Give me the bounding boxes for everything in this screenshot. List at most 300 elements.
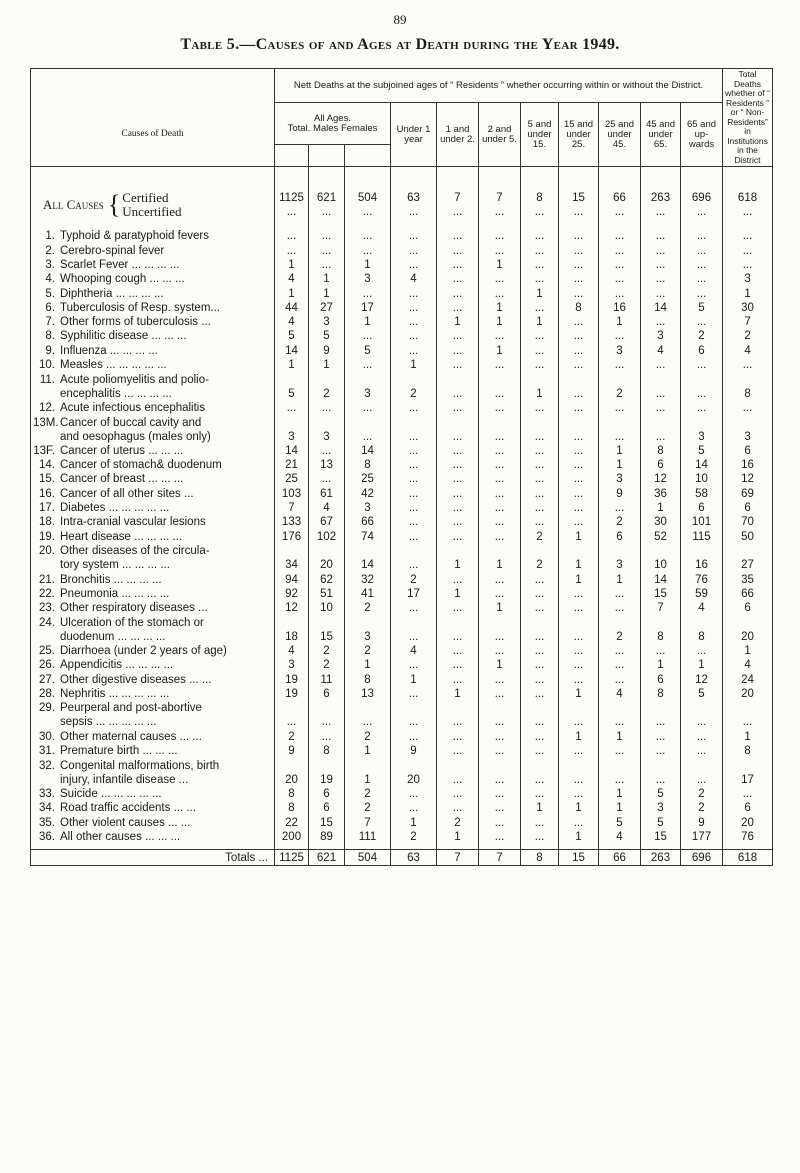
cause-value: ... xyxy=(681,744,723,758)
cause-number: 15. xyxy=(39,473,55,486)
cause-value: 3 xyxy=(309,415,345,444)
cause-value: 5 xyxy=(681,687,723,701)
cause-value: ... xyxy=(599,401,641,415)
cause-value: 10 xyxy=(309,601,345,615)
cause-value: ... xyxy=(479,501,521,515)
cause-value: 1 xyxy=(599,315,641,329)
cause-value: 10 xyxy=(641,544,681,573)
cause-value: 32 xyxy=(345,572,391,586)
cause-value: ... xyxy=(437,343,479,357)
cause-value: ... xyxy=(437,601,479,615)
cause-value: 1 xyxy=(479,601,521,615)
cause-value: ... xyxy=(521,458,559,472)
cause-value: 8 xyxy=(723,744,773,758)
cause-cell xyxy=(31,658,275,672)
cause-value: ... xyxy=(437,472,479,486)
cause-number: 3. xyxy=(45,258,55,271)
cause-label: Nephritis ... ... ... ... ... xyxy=(60,687,170,700)
cause-value: 1 xyxy=(599,572,641,586)
cause-value: ... xyxy=(723,229,773,243)
cause-row xyxy=(31,544,773,573)
uncertified-value: ... xyxy=(275,205,309,219)
cause-value: ... xyxy=(309,258,345,272)
cause-value: 16 xyxy=(723,458,773,472)
cause-row xyxy=(31,587,773,601)
deaths-table xyxy=(30,68,773,866)
cause-cell xyxy=(31,672,275,686)
cause-value: 2 xyxy=(599,615,641,644)
cause-value: ... xyxy=(681,701,723,730)
cause-value: 7 xyxy=(723,315,773,329)
cause-label: Cancer of stomach& duodenum xyxy=(60,459,222,472)
causes-heading: Causes of Death xyxy=(31,103,275,167)
cause-value: 19 xyxy=(275,672,309,686)
cause-row xyxy=(31,315,773,329)
cause-number: 18. xyxy=(39,516,55,529)
cause-number: 12. xyxy=(39,401,55,414)
cause-value: ... xyxy=(559,658,599,672)
cause-number: 13F. xyxy=(33,444,55,457)
cause-value: 1 xyxy=(559,687,599,701)
cause-value: 30 xyxy=(641,515,681,529)
cause-value: 6 xyxy=(641,672,681,686)
cause-value: 15 xyxy=(309,615,345,644)
cause-value: 1 xyxy=(479,301,521,315)
cause-value: 1 xyxy=(723,286,773,300)
cause-number: 10. xyxy=(39,359,55,372)
cause-cell xyxy=(31,501,275,515)
all-ages-heading xyxy=(275,103,391,145)
cause-value: 42 xyxy=(345,486,391,500)
cause-row xyxy=(31,301,773,315)
cause-value: ... xyxy=(599,758,641,787)
cause-value: ... xyxy=(521,687,559,701)
cause-value: ... xyxy=(479,401,521,415)
cause-value: ... xyxy=(559,515,599,529)
cause-value: 8 xyxy=(345,458,391,472)
cause-value: ... xyxy=(521,401,559,415)
cause-value: ... xyxy=(479,358,521,372)
cause-label: Diabetes ... ... ... ... ... xyxy=(60,502,170,515)
cause-value: ... xyxy=(641,258,681,272)
cause-value: 3 xyxy=(641,329,681,343)
cause-value: 1 xyxy=(309,286,345,300)
cause-label: All other causes ... ... ... xyxy=(60,830,181,843)
cause-value: ... xyxy=(275,401,309,415)
cause-value: 1 xyxy=(345,258,391,272)
cause-value: 27 xyxy=(723,544,773,573)
cause-label: Other respiratory diseases ... xyxy=(60,602,208,615)
all-causes-label: All Causes xyxy=(43,197,104,213)
cause-value: ... xyxy=(559,358,599,372)
cause-number: 8. xyxy=(45,330,55,343)
cause-value: 15 xyxy=(641,830,681,844)
cause-row xyxy=(31,658,773,672)
cause-label: Whooping cough ... ... ... xyxy=(60,273,185,286)
cause-cell xyxy=(31,701,275,730)
cause-number: 28. xyxy=(39,687,55,700)
cause-row xyxy=(31,644,773,658)
cause-value: ... xyxy=(599,701,641,730)
cause-value: ... xyxy=(559,587,599,601)
uncertified-value: ... xyxy=(521,205,559,219)
cause-value: ... xyxy=(521,601,559,615)
cause-cell xyxy=(31,301,275,315)
cause-value: ... xyxy=(391,315,437,329)
cause-row xyxy=(31,701,773,730)
cause-value: 14 xyxy=(681,458,723,472)
cause-value: 5 xyxy=(641,815,681,829)
cause-row xyxy=(31,515,773,529)
cause-value: 1 xyxy=(479,544,521,573)
cause-value: 4 xyxy=(723,658,773,672)
cause-value: 1 xyxy=(479,343,521,357)
cause-value: 6 xyxy=(641,458,681,472)
cause-value: ... xyxy=(681,644,723,658)
cause-row xyxy=(31,729,773,743)
cause-value: ... xyxy=(521,815,559,829)
cause-value: 1 xyxy=(599,444,641,458)
cause-row xyxy=(31,243,773,257)
total-label: Total. xyxy=(287,122,311,134)
uncertified-value: ... xyxy=(681,205,723,219)
cause-value: 12 xyxy=(641,472,681,486)
cause-value: ... xyxy=(391,701,437,730)
cause-value: 2 xyxy=(391,830,437,844)
cause-value: 74 xyxy=(345,529,391,543)
certified-value: 263 xyxy=(641,191,681,205)
cause-value: 12 xyxy=(275,601,309,615)
cause-label: Diphtheria ... ... ... ... xyxy=(60,287,164,300)
cause-value: 12 xyxy=(681,672,723,686)
females-label: Females xyxy=(340,122,378,134)
uncertified-value: ... xyxy=(479,205,521,219)
cause-value: 2 xyxy=(723,329,773,343)
cause-row xyxy=(31,258,773,272)
total-value: 1125 xyxy=(275,850,309,865)
cause-label: Other digestive diseases ... ... xyxy=(60,673,212,686)
cause-value: 20 xyxy=(723,615,773,644)
all-causes-certified-row xyxy=(31,191,773,205)
cause-value: 177 xyxy=(681,830,723,844)
cause-value: ... xyxy=(391,458,437,472)
cause-value: ... xyxy=(391,301,437,315)
cause-value: ... xyxy=(559,243,599,257)
cause-row xyxy=(31,472,773,486)
cause-value: 1 xyxy=(599,787,641,801)
cause-value: 36 xyxy=(641,486,681,500)
cause-value: 6 xyxy=(681,343,723,357)
cause-value: 2 xyxy=(681,787,723,801)
cause-value: 6 xyxy=(723,801,773,815)
cause-label: Bronchitis ... ... ... ... xyxy=(60,573,162,586)
cause-value: ... xyxy=(521,729,559,743)
cause-label: Measles ... ... ... ... ... xyxy=(60,359,167,372)
cause-cell xyxy=(31,415,275,444)
cause-row xyxy=(31,372,773,401)
cause-cell xyxy=(31,358,275,372)
cause-value: 14 xyxy=(275,444,309,458)
cause-value: ... xyxy=(309,729,345,743)
cause-value: ... xyxy=(599,286,641,300)
cause-label: Premature birth ... ... ... xyxy=(60,745,178,758)
cause-value: 62 xyxy=(309,572,345,586)
total-value: 7 xyxy=(479,850,521,865)
cause-value: 1 xyxy=(437,315,479,329)
cause-value: 17 xyxy=(345,301,391,315)
cause-value: 2 xyxy=(391,372,437,401)
cause-value: ... xyxy=(391,615,437,644)
cause-value: ... xyxy=(521,644,559,658)
cause-value: ... xyxy=(599,258,641,272)
cause-number: 21. xyxy=(39,573,55,586)
cause-value: ... xyxy=(479,701,521,730)
cause-value: 1 xyxy=(391,815,437,829)
cause-value: ... xyxy=(521,758,559,787)
cause-value: 2 xyxy=(599,372,641,401)
cause-label: Diarrhoea (under 2 years of age) xyxy=(60,645,227,657)
cause-value: ... xyxy=(437,787,479,801)
cause-value: ... xyxy=(641,243,681,257)
cause-number: 13M. xyxy=(33,416,59,429)
cause-value: ... xyxy=(391,343,437,357)
total-value: 621 xyxy=(309,850,345,865)
cause-value: ... xyxy=(641,758,681,787)
cause-value: ... xyxy=(681,358,723,372)
cause-value: ... xyxy=(521,301,559,315)
cause-value: 21 xyxy=(275,458,309,472)
cause-value: ... xyxy=(599,744,641,758)
cause-row xyxy=(31,572,773,586)
cause-value: ... xyxy=(437,615,479,644)
cause-value: ... xyxy=(599,329,641,343)
cause-value: ... xyxy=(641,358,681,372)
cause-value: 115 xyxy=(681,529,723,543)
cause-cell xyxy=(31,329,275,343)
cause-value: ... xyxy=(479,729,521,743)
cause-value: ... xyxy=(437,401,479,415)
cause-value: ... xyxy=(391,729,437,743)
cause-value: ... xyxy=(521,787,559,801)
cause-value: ... xyxy=(437,272,479,286)
cause-value: ... xyxy=(521,701,559,730)
cause-cell xyxy=(31,801,275,815)
total-value: 63 xyxy=(391,850,437,865)
cause-value: 58 xyxy=(681,486,723,500)
cause-value: ... xyxy=(641,272,681,286)
cause-cell xyxy=(31,486,275,500)
cause-value: 9 xyxy=(681,815,723,829)
cause-number: 33. xyxy=(39,787,55,800)
cause-value: ... xyxy=(521,272,559,286)
uncertified-value: ... xyxy=(599,205,641,219)
cause-cell xyxy=(31,372,275,401)
cause-value: 102 xyxy=(309,529,345,543)
cause-value: ... xyxy=(559,272,599,286)
cause-row xyxy=(31,601,773,615)
cause-value: 27 xyxy=(309,301,345,315)
cause-value: 1 xyxy=(391,358,437,372)
cause-value: ... xyxy=(437,801,479,815)
cause-label: Peurperal and post-abortive xyxy=(60,702,202,715)
cause-value: ... xyxy=(521,329,559,343)
cause-row xyxy=(31,415,773,444)
cause-value: 5 xyxy=(275,329,309,343)
cause-value: ... xyxy=(559,815,599,829)
cause-value: ... xyxy=(345,415,391,444)
cause-value: 6 xyxy=(723,601,773,615)
cause-label: Road traffic accidents ... ... xyxy=(60,802,196,815)
cause-value: ... xyxy=(599,658,641,672)
certified-value: 15 xyxy=(559,191,599,205)
cause-value: ... xyxy=(391,501,437,515)
cause-label: Other forms of tuberculosis ... xyxy=(60,316,211,329)
cause-number: 36. xyxy=(39,830,55,843)
cause-number: 20. xyxy=(39,545,55,558)
males-label: Males xyxy=(312,122,339,134)
cause-value: 3 xyxy=(345,272,391,286)
cause-value: 1 xyxy=(521,372,559,401)
cause-value: ... xyxy=(681,758,723,787)
cause-value: 6 xyxy=(309,801,345,815)
cause-value: 200 xyxy=(275,830,309,844)
cause-value: 1 xyxy=(599,458,641,472)
cause-cell xyxy=(31,687,275,701)
cause-row xyxy=(31,329,773,343)
cause-value: ... xyxy=(437,672,479,686)
cause-value: ... xyxy=(521,658,559,672)
cause-value: 2 xyxy=(309,372,345,401)
cause-value: ... xyxy=(437,358,479,372)
cause-label: Pneumonia ... ... ... ... xyxy=(60,587,170,600)
cause-value: 5 xyxy=(681,301,723,315)
age-45-65: 45 and under 65. xyxy=(641,103,681,167)
cause-value: ... xyxy=(309,472,345,486)
cause-label: Cancer of all other sites ... xyxy=(60,487,194,500)
cause-value: 51 xyxy=(309,587,345,601)
cause-value: ... xyxy=(521,501,559,515)
cause-value: ... xyxy=(641,415,681,444)
cause-value: 1 xyxy=(275,258,309,272)
cause-value: ... xyxy=(723,701,773,730)
cause-value: ... xyxy=(437,501,479,515)
cause-value: ... xyxy=(437,458,479,472)
cause-number: 22. xyxy=(39,587,55,600)
cause-value: ... xyxy=(599,243,641,257)
cause-row xyxy=(31,744,773,758)
cause-value: ... xyxy=(521,258,559,272)
cause-value: 69 xyxy=(723,486,773,500)
cause-label: Other maternal causes ... ... xyxy=(60,730,202,743)
cause-label: Appendicitis ... ... ... ... xyxy=(60,659,174,672)
cause-value: ... xyxy=(479,587,521,601)
age-25-45: 25 and under 45. xyxy=(599,103,641,167)
cause-value: ... xyxy=(391,658,437,672)
cause-value: 1 xyxy=(641,501,681,515)
cause-number: 1. xyxy=(45,230,55,243)
cause-value: 4 xyxy=(723,343,773,357)
totals-label: Totals ... xyxy=(31,850,275,865)
cause-value: 5 xyxy=(345,343,391,357)
cause-number: 2. xyxy=(45,244,55,257)
cause-value: 1 xyxy=(723,644,773,658)
cause-value: 9 xyxy=(599,486,641,500)
cause-value: 8 xyxy=(275,787,309,801)
cause-value: ... xyxy=(681,286,723,300)
cause-number: 35. xyxy=(39,816,55,829)
cause-value: ... xyxy=(391,258,437,272)
cause-value: 7 xyxy=(641,601,681,615)
cause-label: Acute poliomyelitis and polio- xyxy=(60,373,209,386)
cause-number: 27. xyxy=(39,673,55,686)
cause-value: ... xyxy=(437,644,479,658)
cause-number: 30. xyxy=(39,730,55,743)
cause-value: ... xyxy=(275,243,309,257)
age-under-1: Under 1 year xyxy=(391,103,437,167)
cause-value: 76 xyxy=(723,830,773,844)
cause-value: ... xyxy=(479,687,521,701)
group-heading: Nett Deaths at the subjoined ages of “ Residents ” whether occurring within or without the District. xyxy=(275,69,723,103)
certified-value: 8 xyxy=(521,191,559,205)
cause-value: ... xyxy=(599,229,641,243)
cause-value: 8 xyxy=(723,372,773,401)
cause-value: ... xyxy=(345,286,391,300)
cause-row xyxy=(31,787,773,801)
cause-value: ... xyxy=(681,729,723,743)
cause-value: 10 xyxy=(681,472,723,486)
cause-value: ... xyxy=(437,701,479,730)
all-causes-cell: All Causes { Certified Uncertified xyxy=(31,191,275,220)
cause-value: 9 xyxy=(391,744,437,758)
cause-value: 17 xyxy=(723,758,773,787)
cause-value: 4 xyxy=(599,830,641,844)
cause-value: ... xyxy=(275,701,309,730)
cause-value: 1 xyxy=(479,315,521,329)
cause-value: ... xyxy=(391,472,437,486)
cause-value: 8 xyxy=(309,744,345,758)
cause-value: ... xyxy=(391,801,437,815)
cause-number: 6. xyxy=(45,301,55,314)
cause-cell xyxy=(31,286,275,300)
cause-label: Suicide ... ... ... ... ... xyxy=(60,787,162,800)
cause-row xyxy=(31,815,773,829)
cause-value: ... xyxy=(391,601,437,615)
cause-value: 8 xyxy=(559,301,599,315)
certified-value: 504 xyxy=(345,191,391,205)
cause-value: 2 xyxy=(521,529,559,543)
cause-value: ... xyxy=(391,515,437,529)
cause-value: ... xyxy=(437,372,479,401)
cause-value: ... xyxy=(437,486,479,500)
cause-value: ... xyxy=(479,486,521,500)
cause-value: 7 xyxy=(275,501,309,515)
cause-value: 3 xyxy=(723,272,773,286)
cause-value: ... xyxy=(599,415,641,444)
cause-number: 26. xyxy=(39,659,55,672)
cause-row xyxy=(31,687,773,701)
cause-value: 1 xyxy=(559,544,599,573)
cause-value: ... xyxy=(521,243,559,257)
cause-value: 2 xyxy=(521,544,559,573)
cause-value: 4 xyxy=(641,343,681,357)
cause-value: ... xyxy=(391,687,437,701)
cause-value: ... xyxy=(479,372,521,401)
cause-row xyxy=(31,272,773,286)
cause-label: Tuberculosis of Resp. system... xyxy=(60,301,220,314)
cause-value: 2 xyxy=(309,658,345,672)
cause-value: ... xyxy=(345,701,391,730)
cause-value: 14 xyxy=(345,544,391,573)
